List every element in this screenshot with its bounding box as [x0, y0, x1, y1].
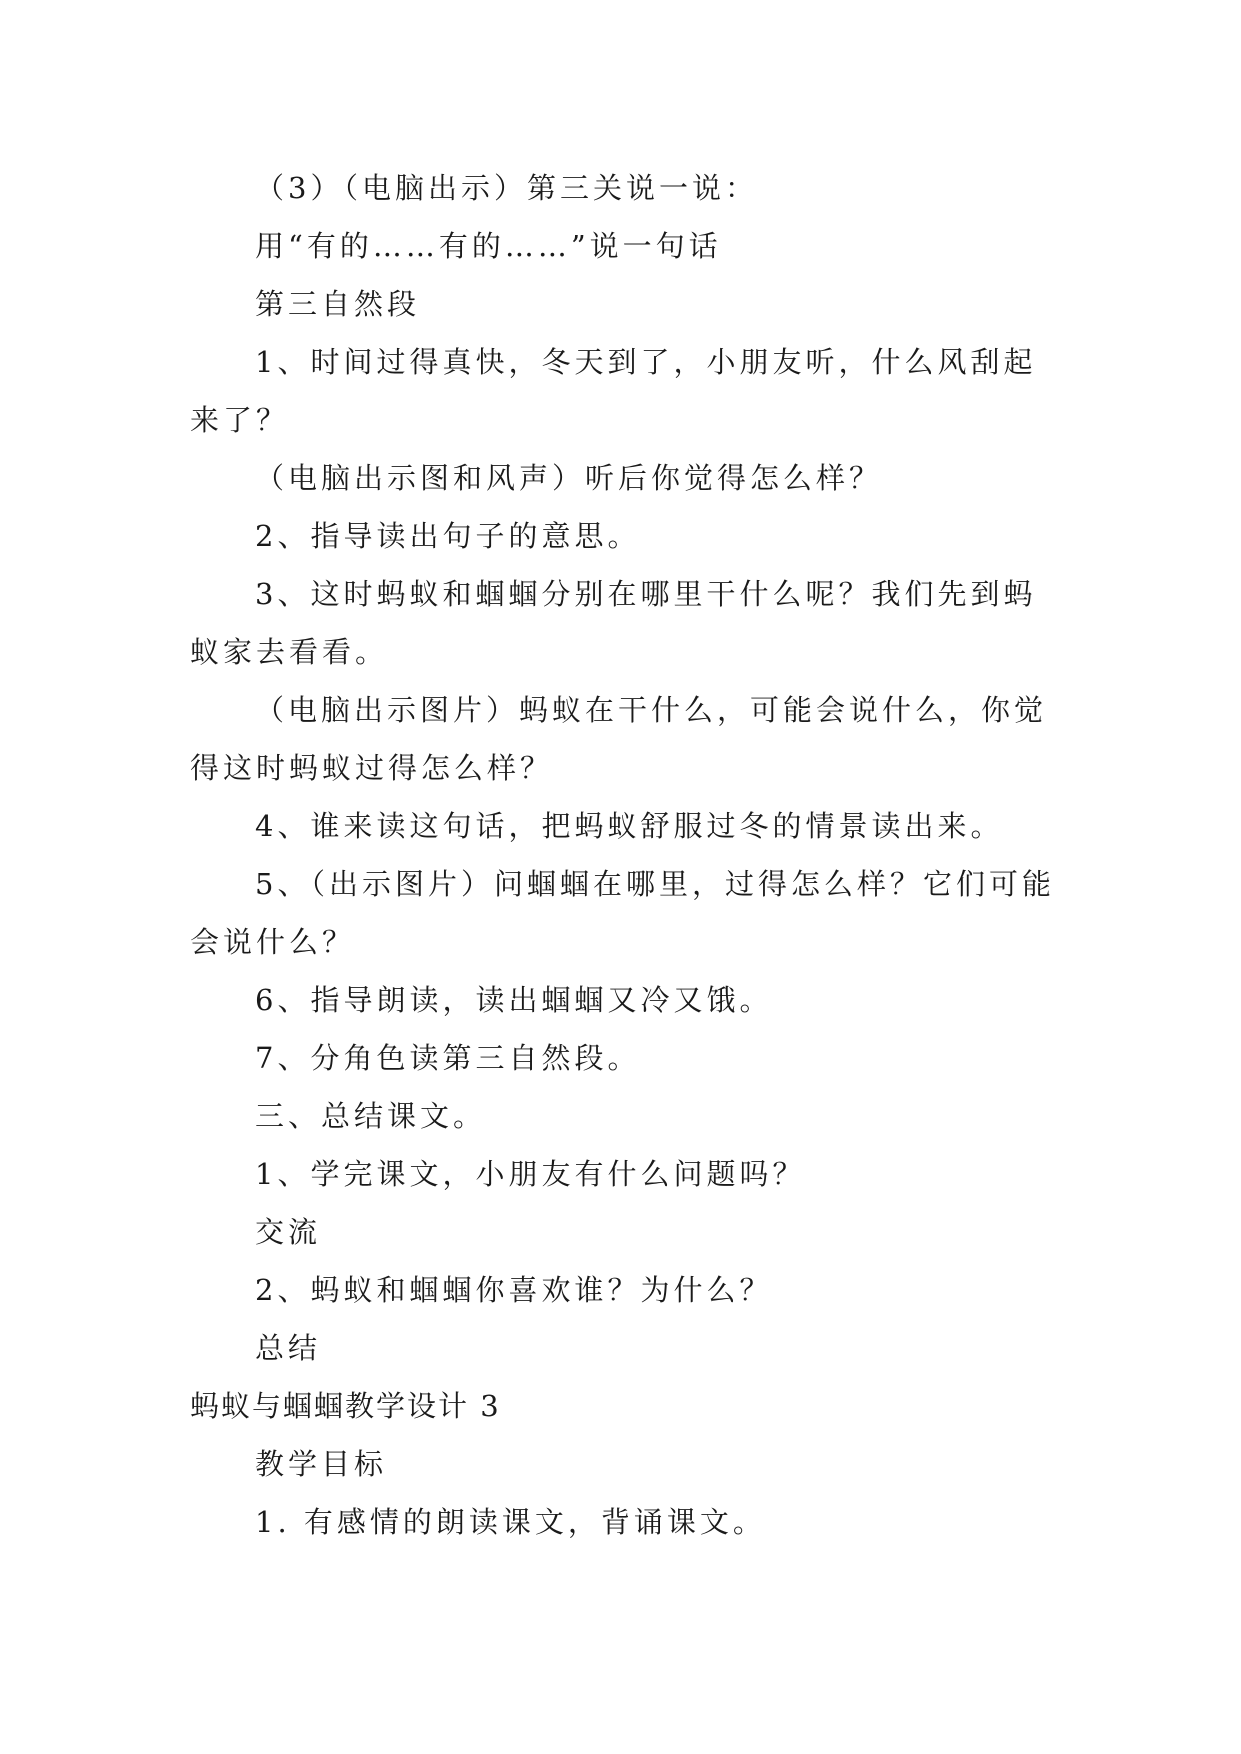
text-line: 1. 有感情的朗读课文，背诵课文。: [255, 1505, 766, 1539]
text-line: 3、这时蚂蚁和蝈蝈分别在哪里干什么呢？我们先到蚂: [255, 577, 1037, 611]
section-heading: 第三自然段: [255, 287, 421, 321]
text-line: 1、学完课文，小朋友有什么问题吗？: [255, 1157, 806, 1191]
text-line: 1、时间过得真快，冬天到了，小朋友听，什么风刮起: [255, 345, 1037, 379]
text-line: （电脑出示图片）蚂蚁在干什么，可能会说什么，你觉: [255, 693, 1048, 727]
section-heading: 教学目标: [255, 1447, 388, 1481]
text-line: 交流: [255, 1215, 322, 1249]
text-line: 2、指导读出句子的意思。: [255, 519, 641, 553]
document-title: 蚂蚁与蝈蝈教学设计 3: [190, 1389, 501, 1423]
text-line: 用“有的……有的……”说一句话: [255, 229, 722, 263]
text-line: 2、蚂蚁和蝈蝈你喜欢谁？为什么？: [255, 1273, 773, 1307]
text-line: 6、指导朗读，读出蝈蝈又冷又饿。: [255, 983, 773, 1017]
text-line: 4、谁来读这句话，把蚂蚁舒服过冬的情景读出来。: [255, 809, 1004, 843]
text-line: 会说什么？: [190, 925, 356, 959]
text-line: 5、（出示图片）问蝈蝈在哪里，过得怎么样？它们可能: [255, 867, 1055, 901]
text-line: 得这时蚂蚁过得怎么样？: [190, 751, 554, 785]
text-line: 蚁家去看看。: [190, 635, 389, 669]
text-line: 7、分角色读第三自然段。: [255, 1041, 641, 1075]
text-line: 总结: [255, 1331, 322, 1365]
text-line: 来了？: [190, 403, 290, 437]
section-heading: 三、总结课文。: [255, 1099, 487, 1133]
text-line: （电脑出示图和风声）听后你觉得怎么样？: [255, 461, 883, 495]
text-line: （3）（电脑出示）第三关说一说：: [255, 171, 758, 205]
